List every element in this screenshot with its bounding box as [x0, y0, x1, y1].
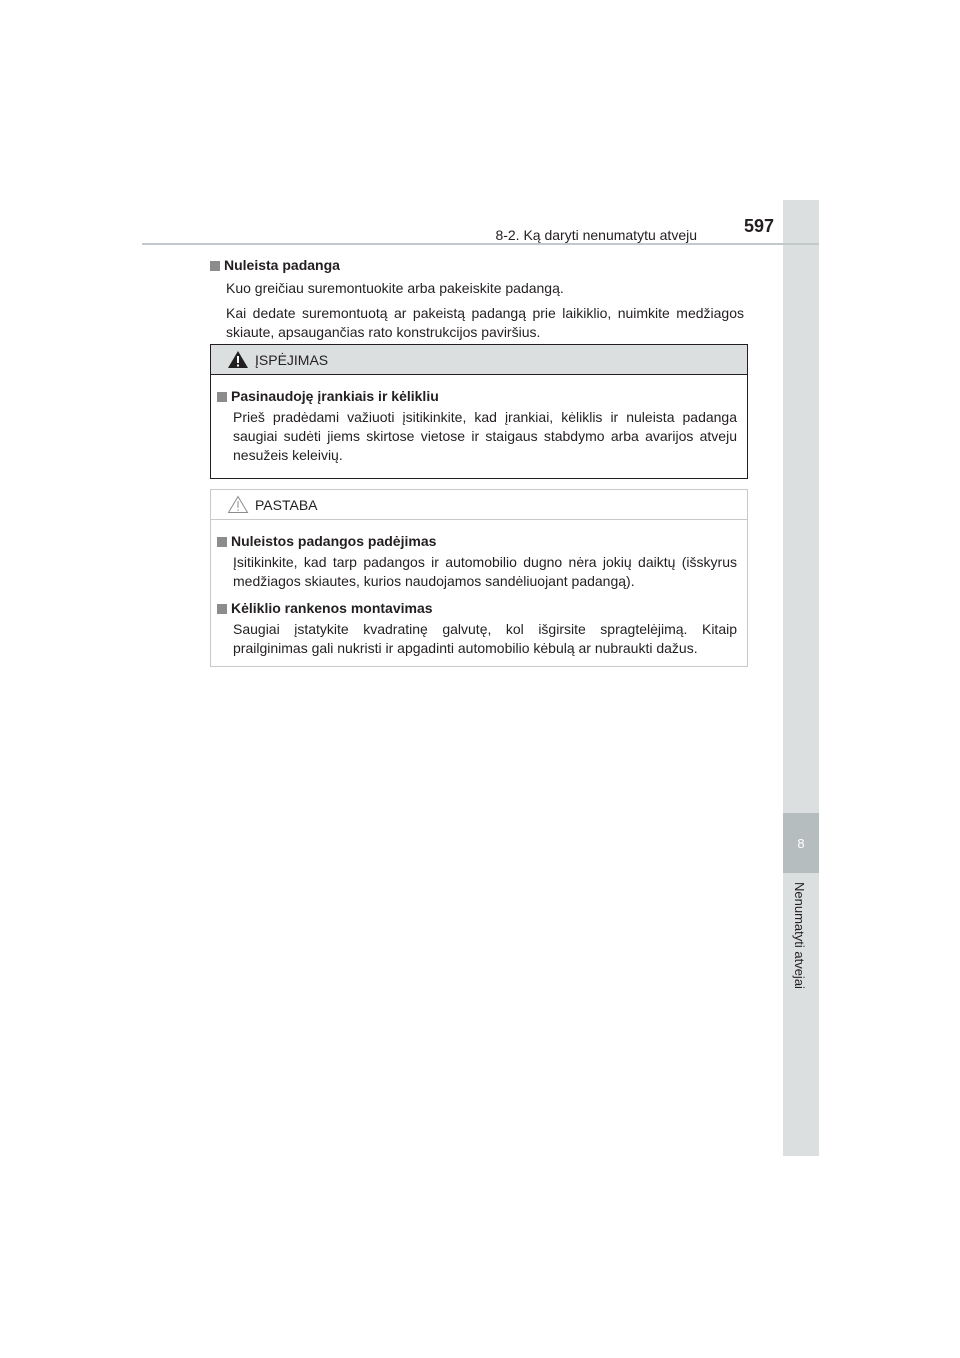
note-box-label: PASTABA [255, 496, 318, 513]
bullet-square-icon [217, 537, 227, 547]
note-item-heading [217, 532, 737, 551]
warning-box-body [211, 375, 747, 479]
caution-outline-triangle-icon [227, 495, 249, 514]
note-item-text: Saugiai įstatykite kvadratinę galvutę, kol išgirsite spragtelėjimą. Kitaip prailginimas gali nukristi ir apgadinti automobilio kėbulą ar nubraukti dažus. [233, 621, 737, 656]
note-item-heading-text: Kėliklio rankenos montavimas [231, 600, 433, 616]
warning-item-heading-text: Pasinaudoję įrankiais ir kėlikliu [231, 388, 439, 404]
note-item-heading [217, 599, 737, 618]
bullet-square-icon [217, 604, 227, 614]
bullet-square-icon [210, 261, 220, 271]
note-box-header [211, 490, 747, 520]
note-box [210, 489, 748, 667]
section-title: 8-2. Ką daryti nenumatytu atveju [495, 227, 697, 243]
main-paragraph: Kuo greičiau suremontuokite arba pakeiskite padangą. [226, 280, 564, 296]
warning-item-heading [217, 387, 737, 406]
warning-item-text: Prieš pradėdami važiuoti įsitikinkite, kad įrankiai, kėliklis ir nuleista padanga saugiai sudėti jiems skirtose vietose ir staigaus stabdymo arba avarijos atveju nesužeis keleivių. [233, 409, 737, 463]
side-tab-strip [783, 200, 819, 1156]
note-box-body [211, 520, 747, 672]
bullet-square-icon [217, 392, 227, 402]
page-number: 597 [743, 216, 774, 236]
chapter-number: 8 [797, 835, 805, 851]
main-paragraph: Kai dedate suremontuotą ar pakeistą padangą prie laikiklio, nuimkite medžiagos skiaute, apsaugančias rato konstrukcijos paviršius. [226, 305, 744, 340]
header-rule [142, 243, 819, 245]
note-item-text: Įsitikinkite, kad tarp padangos ir automobilio dugno nėra jokių daiktų (išskyrus medžiagos skiautes, kurios naudojamos sandėliuojant padangą). [233, 554, 737, 589]
warning-box-label: ĮSPĖJIMAS [255, 351, 329, 368]
chapter-title: Nenumatyti atvejai [792, 882, 807, 989]
chapter-number-tab [783, 813, 819, 873]
warning-box-header [211, 345, 747, 375]
warning-triangle-icon [227, 350, 249, 369]
warning-box [210, 344, 748, 479]
main-heading-text: Nuleista padanga [224, 257, 340, 273]
main-content [210, 256, 744, 348]
note-item-heading-text: Nuleistos padangos padėjimas [231, 533, 437, 549]
main-heading [210, 256, 744, 275]
